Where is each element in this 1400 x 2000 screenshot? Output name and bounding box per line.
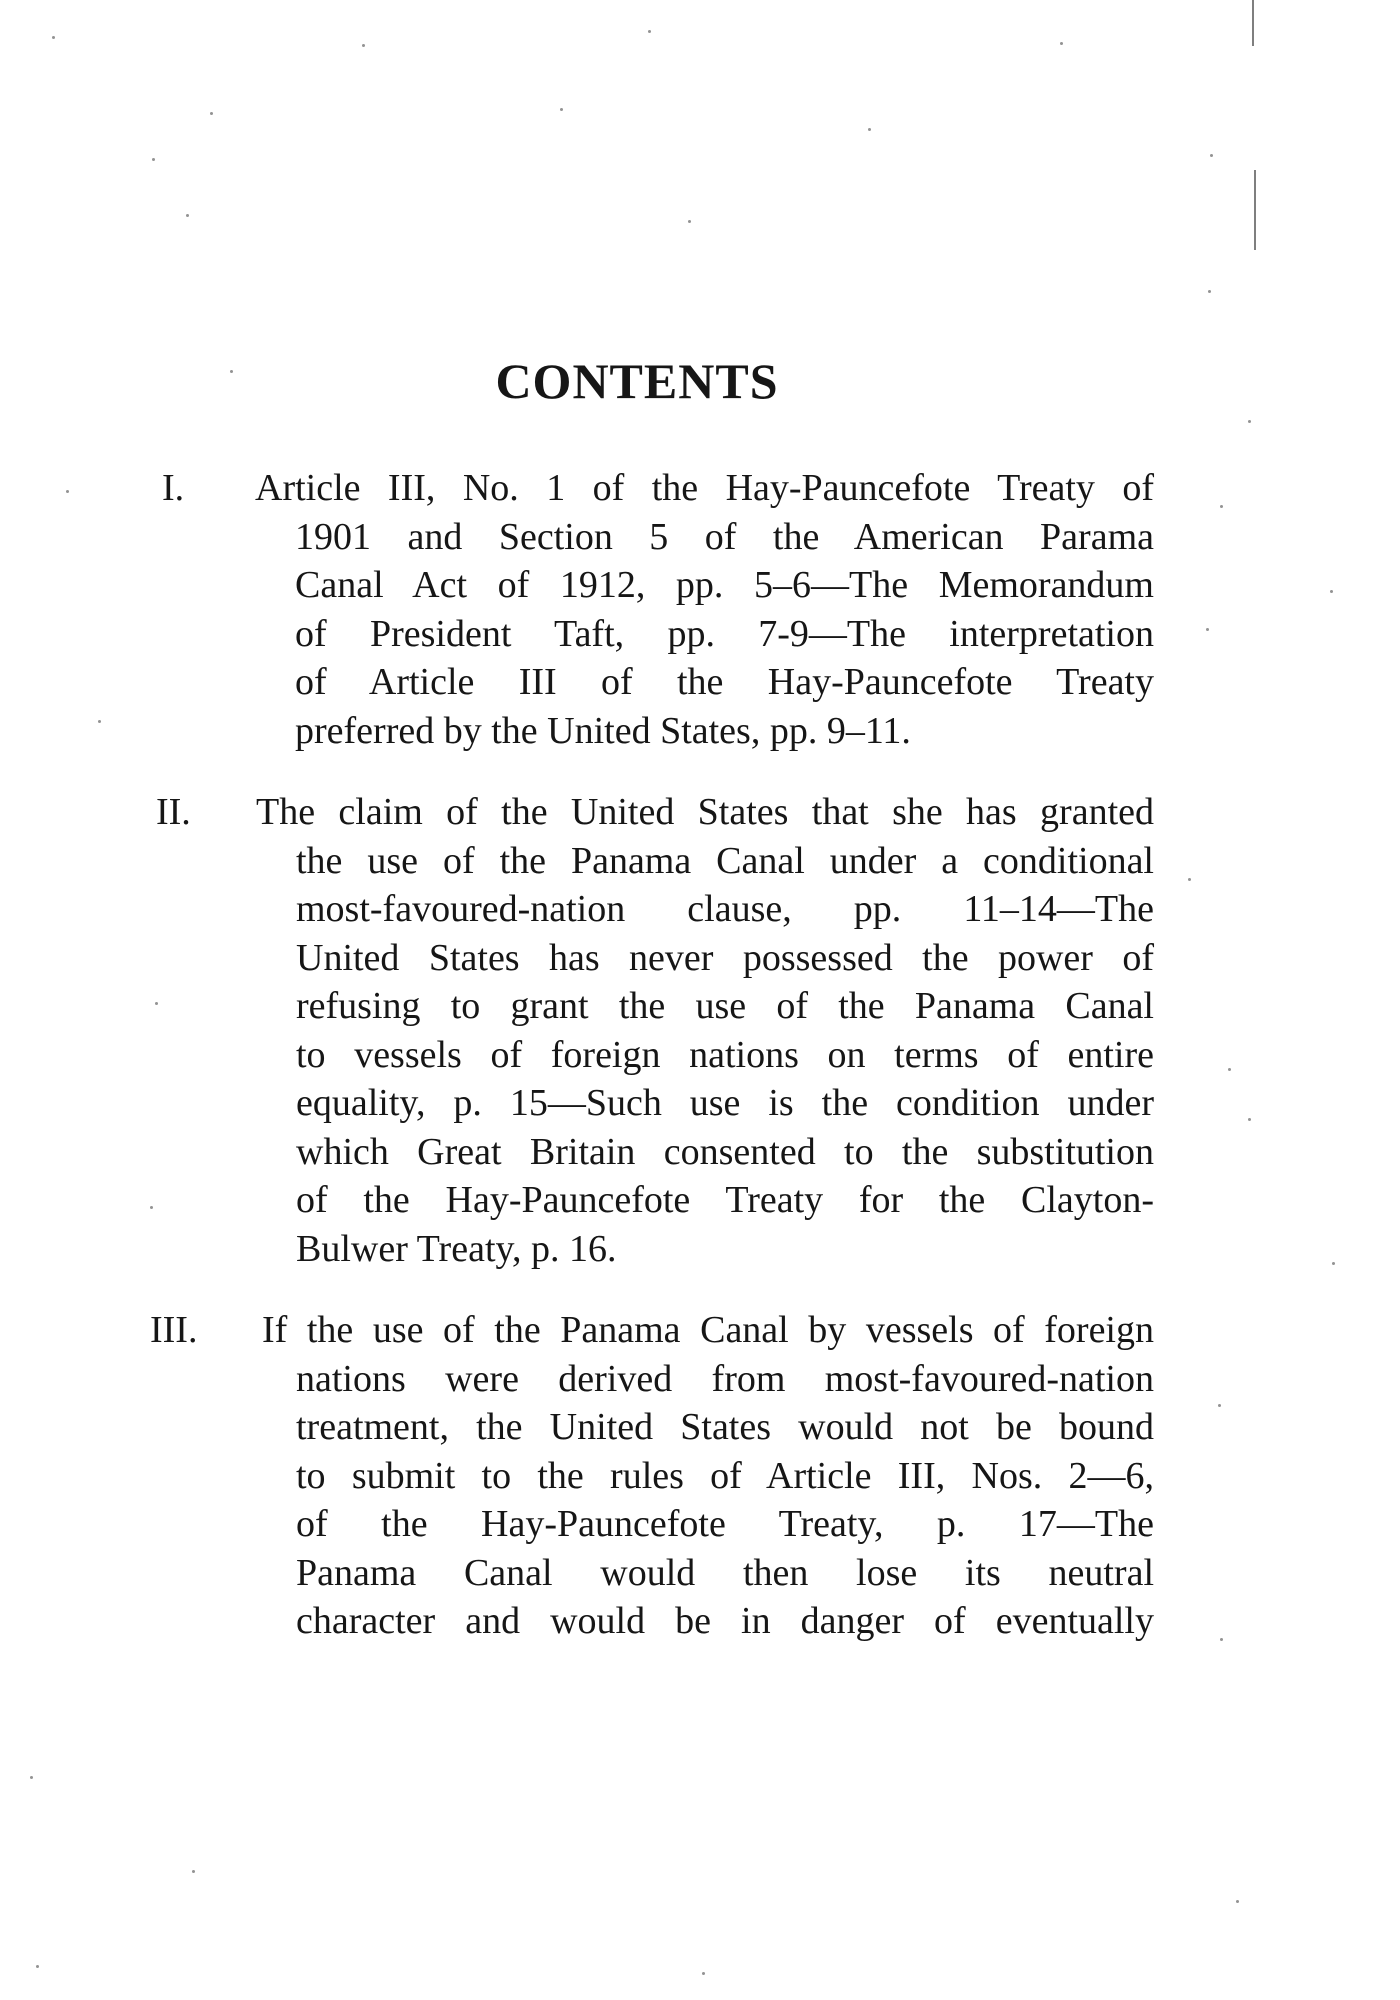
entry-line: The claim of the United States that she has granted xyxy=(256,791,1154,833)
scan-speck xyxy=(868,128,871,131)
entry-line: of the Hay-Pauncefote Treaty for the Clayton- xyxy=(296,1179,1154,1221)
entry-line: of Article III of the Hay-Pauncefote Treaty xyxy=(295,661,1154,703)
scan-speck xyxy=(1330,590,1333,593)
entry-line: equality, p. 15—Such use is the condition under xyxy=(296,1082,1154,1124)
scan-speck xyxy=(688,220,691,223)
scan-speck xyxy=(1236,1900,1239,1903)
entry-line: most-favoured-nation clause, pp. 11–14—The xyxy=(296,888,1154,930)
scan-speck xyxy=(152,158,155,161)
scan-speck xyxy=(1332,1262,1335,1265)
scan-speck xyxy=(1220,1638,1223,1641)
scan-speck xyxy=(1206,628,1209,631)
scan-speck xyxy=(1248,1118,1251,1121)
entry-numeral: II. xyxy=(156,791,191,833)
entry-line: the use of the Panama Canal under a conditional xyxy=(296,839,1154,882)
entry-line: to vessels of foreign nations on terms of entire xyxy=(296,1033,1154,1076)
entry-line: nations were derived from most-favoured-nation xyxy=(296,1357,1154,1400)
scan-speck xyxy=(1210,154,1213,157)
scan-speck xyxy=(1188,878,1191,881)
entry-line: Bulwer Treaty, p. 16. xyxy=(296,1227,617,1270)
scan-speck xyxy=(98,720,101,723)
scan-speck xyxy=(30,1776,33,1779)
scan-speck xyxy=(66,490,69,493)
entry-line: which Great Britain consented to the substitution xyxy=(296,1130,1154,1173)
entry-line: character and would be in danger of eventually xyxy=(296,1600,1154,1642)
scan-speck xyxy=(150,1206,153,1209)
entry-numeral: III. xyxy=(150,1309,198,1351)
entry-line: Panama Canal would then lose its neutral xyxy=(296,1551,1154,1594)
scan-speck xyxy=(1060,42,1063,45)
page-title: CONTENTS xyxy=(495,353,779,409)
scan-speck xyxy=(362,44,365,47)
scan-speck xyxy=(560,108,563,111)
scan-speck xyxy=(702,1972,705,1975)
entry-line: 1901 and Section 5 of the American Parama xyxy=(295,515,1154,558)
scan-speck xyxy=(1220,505,1223,508)
entry-line: to submit to the rules of Article III, Nos. 2—6, xyxy=(296,1454,1154,1497)
scan-speck xyxy=(155,1002,158,1005)
scan-speck xyxy=(192,1870,195,1873)
entry-line: If the use of the Panama Canal by vessels of foreign xyxy=(262,1309,1154,1351)
scan-speck xyxy=(36,1965,39,1968)
scan-speck xyxy=(210,112,213,115)
scan-speck xyxy=(1228,1068,1231,1071)
scan-speck xyxy=(648,30,651,33)
entry-line: Article III, No. 1 of the Hay-Pauncefote Treaty of xyxy=(255,467,1154,509)
entry-line: preferred by the United States, pp. 9–11. xyxy=(295,709,911,752)
entry-line: United States has never possessed the power of xyxy=(296,936,1154,979)
scan-edge-mark xyxy=(1252,0,1254,46)
scan-speck xyxy=(52,36,55,39)
entry-line: Canal Act of 1912, pp. 5–6—The Memorandum xyxy=(295,564,1154,606)
scan-speck xyxy=(186,214,189,217)
entry-line: of President Taft, pp. 7-9—The interpretation xyxy=(295,612,1154,655)
scan-edge-mark xyxy=(1254,170,1256,250)
scan-speck xyxy=(1248,420,1251,423)
entry-line: of the Hay-Pauncefote Treaty, p. 17—The xyxy=(296,1503,1154,1545)
entry-line: treatment, the United States would not be bound xyxy=(296,1406,1154,1448)
scan-speck xyxy=(1218,1404,1221,1407)
scan-speck xyxy=(1208,290,1211,293)
entry-numeral: I. xyxy=(162,467,185,509)
entry-line: refusing to grant the use of the Panama Canal xyxy=(296,985,1154,1027)
